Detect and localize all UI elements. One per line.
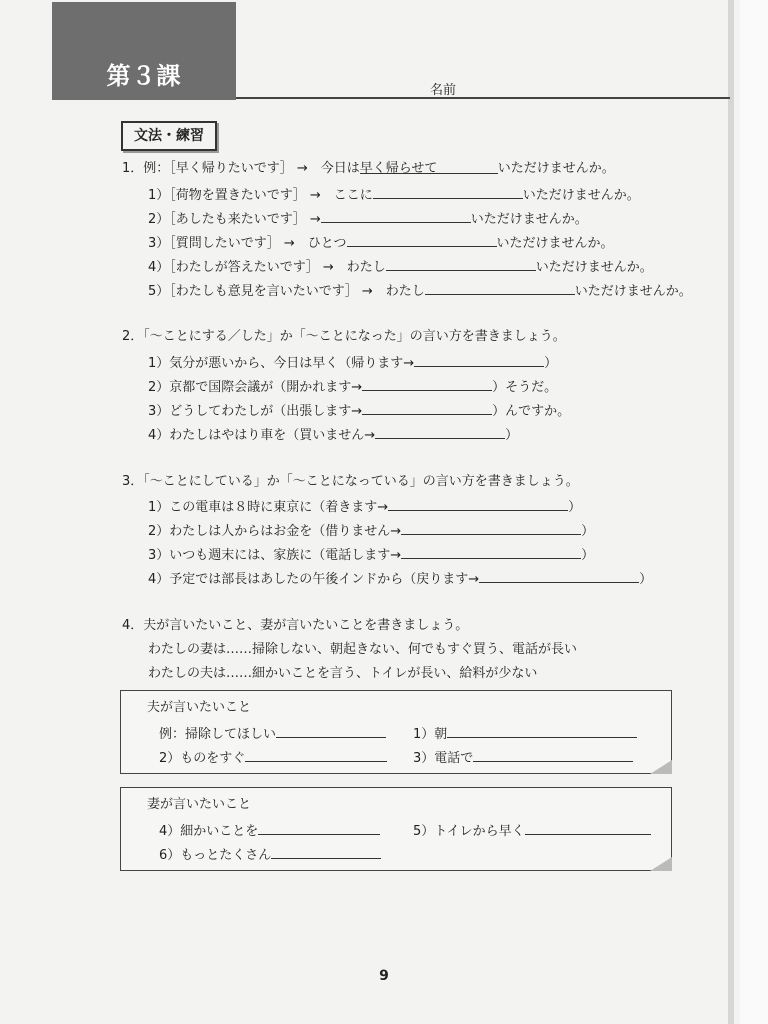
husband-item-1: 1）朝	[413, 724, 637, 744]
q4-prompt: 4．夫が言いたいこと、妻が言いたいことを書きましょう。	[122, 618, 469, 633]
answer-blank[interactable]	[388, 497, 568, 511]
answer-blank[interactable]	[425, 281, 575, 295]
wife-item-4: 4）細かいことを	[159, 821, 380, 841]
q1-item-1: 1）［荷物を置きたいです］ → ここに いただけませんか。	[148, 185, 640, 205]
q4-line-2: わたしの夫は……細かいことを言う、トイレが長い、給料が少ない	[148, 666, 538, 681]
q1-item-5: 5）［わたしも意見を言いたいです］ → わたし いただけませんか。	[148, 281, 692, 301]
wife-item-5: 5）トイレから早く	[413, 821, 651, 841]
wife-item-6: 6）もっとたくさん	[159, 845, 381, 865]
page-curl-icon	[650, 857, 672, 871]
wife-wants-box	[120, 787, 672, 871]
answer-blank[interactable]	[375, 425, 505, 439]
q3-item-3: 3）いつも週末には、家族に（電話します→ ）	[148, 545, 594, 565]
q3-item-1: 1）この電車は８時に東京に（着きます→ ）	[148, 497, 581, 517]
q1-prompt: 1．例：［早く帰りたいです］ → 今日は	[122, 161, 360, 176]
wife-box-title: 妻が言いたいこと	[147, 797, 252, 812]
q2-item-3: 3）どうしてわたしが（出張します→ ）んですか。	[148, 401, 570, 421]
page-edge	[740, 0, 768, 1024]
husband-item-3: 3）電話で	[413, 748, 633, 768]
page-number: 9	[379, 968, 389, 984]
page-spine-shadow	[728, 0, 734, 1024]
answer-blank[interactable]	[373, 185, 523, 199]
answer-blank[interactable]	[386, 257, 536, 271]
name-label: 名前	[430, 83, 457, 98]
answer-blank[interactable]	[321, 209, 471, 223]
section-title: 文法・練習	[121, 121, 217, 151]
q4-line-1: わたしの妻は……掃除しない、朝起きない、何でもすぐ買う、電話が長い	[148, 642, 578, 657]
husband-example: 例：掃除してほしい	[159, 724, 386, 744]
answer-blank[interactable]	[245, 748, 387, 762]
answer-blank[interactable]	[479, 569, 639, 583]
answer-blank[interactable]	[473, 748, 633, 762]
q3-item-2: 2）わたしは人からはお金を（借りません→ ）	[148, 521, 594, 541]
husband-wants-box	[120, 690, 672, 774]
answer-blank[interactable]	[447, 724, 637, 738]
answer-blank[interactable]	[362, 401, 492, 415]
q1-example	[122, 160, 615, 178]
answer-blank[interactable]	[401, 521, 581, 535]
page-curl-icon	[650, 760, 672, 774]
answer-blank[interactable]	[525, 821, 651, 835]
q1-ending: いただけませんか。	[497, 161, 615, 176]
q1-example-answer: 早く帰らせて	[360, 160, 498, 174]
example-blank	[276, 724, 386, 738]
answer-blank[interactable]	[362, 377, 492, 391]
q1-item-2: 2）［あしたも来たいです］ → いただけませんか。	[148, 209, 588, 229]
q2-item-1: 1）気分が悪いから、今日は早く（帰ります→ ）	[148, 353, 557, 373]
q1-item-4: 4）［わたしが答えたいです］ → わたし いただけませんか。	[148, 257, 653, 277]
husband-box-title: 夫が言いたいこと	[147, 700, 252, 715]
lesson-title: 第３課	[106, 62, 182, 90]
q3-item-4: 4）予定では部長はあしたの午後インドから（戻ります→ ）	[148, 569, 652, 589]
husband-item-2: 2）ものをすぐ	[159, 748, 387, 768]
answer-blank[interactable]	[271, 845, 381, 859]
answer-blank[interactable]	[401, 545, 581, 559]
answer-blank[interactable]	[347, 233, 497, 247]
header-rule	[236, 97, 730, 99]
q1-item-3: 3）［質問したいです］ → ひとつ いただけませんか。	[148, 233, 614, 253]
q2-item-4: 4）わたしはやはり車を（買いません→ ）	[148, 425, 518, 445]
q2-item-2: 2）京都で国際会議が（開かれます→ ）そうだ。	[148, 377, 557, 397]
answer-blank[interactable]	[414, 353, 544, 367]
q3-prompt: 3．「～ことにしている」か「～ことになっている」の言い方を書きましょう。	[122, 474, 579, 489]
q2-prompt: 2．「～ことにする／した」か「～ことになった」の言い方を書きましょう。	[122, 329, 566, 344]
answer-blank[interactable]	[258, 821, 380, 835]
